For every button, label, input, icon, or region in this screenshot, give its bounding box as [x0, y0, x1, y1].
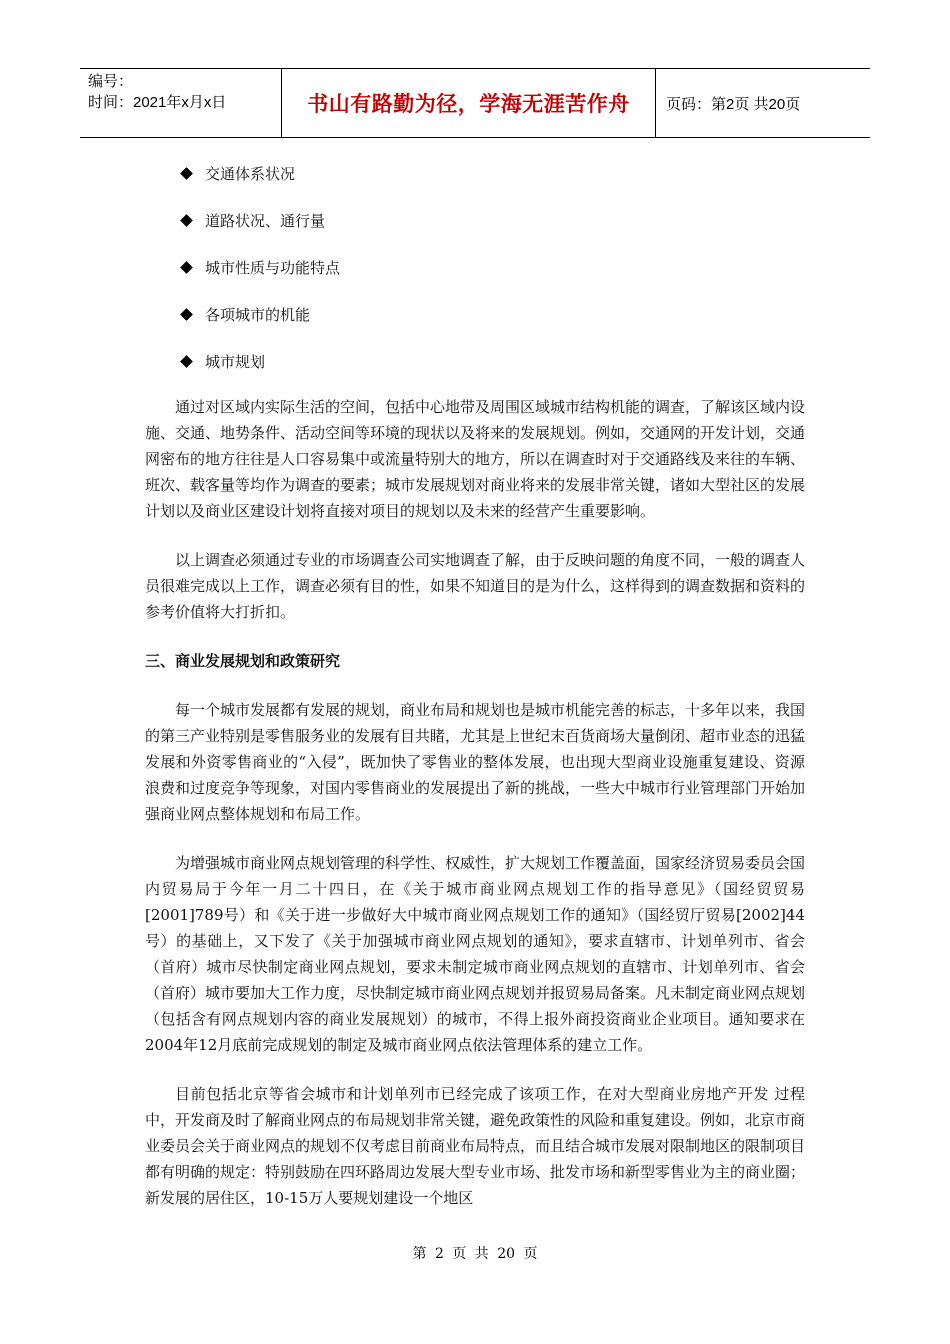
diamond-bullet-icon [180, 167, 193, 180]
diamond-bullet-icon [180, 355, 193, 368]
paragraph-survey-method: 以上调查必须通过专业的市场调查公司实地调查了解，由于反映问题的角度不同，一般的调查人员很难完成以上工作，调查必须有目的性，如果不知道目的是为什么，这样得到的调查数据和资料的参考价值将大打折扣。 [145, 551, 806, 621]
doc-number-label: 编号： [88, 73, 134, 90]
document-body [145, 150, 805, 1211]
list-item-text: 城市性质与功能特点 [205, 258, 341, 277]
paragraph-policy-notice: 为增强城市商业网点规划管理的科学性、权威性，扩大规划工作覆盖面，国家经济贸易委员会国内贸易局于今年一月二十四日，在《关于城市商业网点规划工作的指导意见》（国经贸贸易[2001]789号）和《关于进一步做好大中城市商业网点规划工作的通知》（国经贸厅贸易[2002]44号）的基础上，又下发了《关于加强城市商业网点规划的通知》，要求直辖市、计划单列市、省会（首府）城市尽快制定商业网点规划，要求未制定城市商业网点规划的直辖市、计划单列市、省会（首府）城市要加大工作力度，尽快制定城市商业网点规划并报贸易局备案。凡未制定商业网点规划（包括含有网点规划内容的商业发展规划）的城市，不得上报外商投资商业企业项目。通知要求在2004年12月底前完成规划的制定及城市商业网点依法管理体系的建立工作。 [145, 854, 806, 1054]
list-item [180, 244, 805, 291]
paragraph-beijing-example: 目前包括北京等省会城市和计划单列市已经完成了该项工作，在对大型商业房地产开发 过程中，开发商及时了解商业网点的布局规划非常关键，避免政策性的风险和重复建设。例如，北京市商业委员会关于商业网点的规划不仅考虑目前商业布局特点，而且结合城市发展对限制地区的限制项目都有明确的规定：特别鼓励在四环路周边发展大型专业市场、批发市场和新型零售业为主的商业圈；新发展的居住区，10-15万人要规划建设一个地区 [145, 1085, 806, 1207]
paragraph-city-planning: 每一个城市发展都有发展的规划，商业布局和规划也是城市机能完善的标志，十多年以来，我国的第三产业特别是零售服务业的发展有目共睹，尤其是上世纪末百货商场大量倒闭、超市业态的迅猛发展和外资零售商业的“入侵”，既加快了零售业的整体发展，也出现大型商业设施重复建设、资源浪费和过度竞争等现象，对国内零售商业的发展提出了新的挑战，一些大中城市行业管理部门开始加强商业网点整体规划和布局工作。 [145, 701, 806, 823]
header-page-info: 页码：第2页 共20页 [666, 95, 801, 113]
header-motto: 书山有路勤为径，学海无涯苦作舟 [282, 69, 656, 137]
list-item [180, 291, 805, 338]
bullet-list [145, 150, 805, 385]
section-heading: 三、商业发展规划和政策研究 [145, 652, 341, 670]
header-meta [80, 69, 282, 137]
diamond-bullet-icon [180, 214, 193, 227]
list-item [180, 338, 805, 385]
page-header [80, 68, 870, 138]
page-footer: 第 2 页 共 20 页 [412, 1246, 538, 1262]
list-item-text: 各项城市的机能 [205, 305, 311, 324]
list-item-text: 交通体系状况 [205, 164, 296, 183]
doc-date-label: 时间：2021年x月x日 [88, 94, 227, 111]
diamond-bullet-icon [180, 261, 193, 274]
list-item [180, 150, 805, 197]
paragraph-survey-scope: 通过对区域内实际生活的空间，包括中心地带及周围区域城市结构机能的调查，了解该区域内设施、交通、地势条件、活动空间等环境的现状以及将来的发展规划。例如，交通网的开发计划，交通网密布的地方往往是人口容易集中或流量特别大的地方，所以在调查时对于交通路线及来往的车辆、班次、载客量等均作为调查的要素；城市发展规划对商业将来的发展非常关键，诸如大型社区的发展计划以及商业区建设计划将直接对项目的规划以及未来的经营产生重要影响。 [145, 398, 806, 520]
diamond-bullet-icon [180, 308, 193, 321]
list-item [180, 197, 805, 244]
list-item-text: 城市规划 [205, 352, 266, 371]
list-item-text: 道路状况、通行量 [205, 211, 326, 230]
